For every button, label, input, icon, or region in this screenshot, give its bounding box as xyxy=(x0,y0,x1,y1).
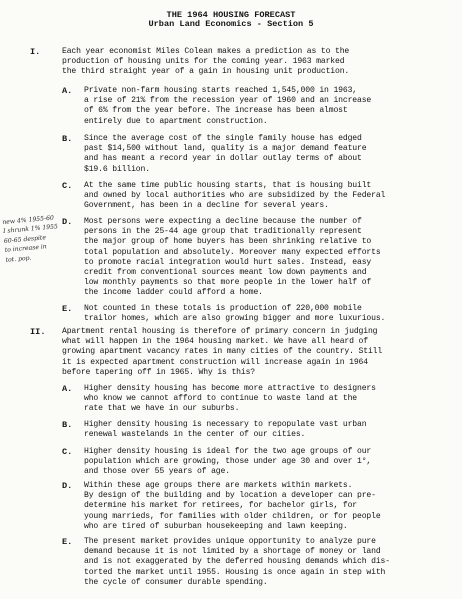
item-letter: E. xyxy=(62,304,73,314)
page-subtitle: Urban Land Economics - Section 5 xyxy=(148,19,314,29)
item-text: Higher density housing is ideal for the two age groups of our population which are growing, those under age 30 and over 1°, and those over 55 years of age. xyxy=(84,447,372,477)
item-letter: D. xyxy=(62,481,73,491)
section-intro: Each year economist Miles Colean makes a prediction as to the production of housing units for the coming year. 1963 marked the third straight year of a gain in housing unit production. xyxy=(62,47,350,77)
item-text: Private non-farm housing starts reached 1,545,000 in 1963, a rise of 21% from the recession year of 1960 and an increase of 6% from the year before. The increase has been almost entirely due to apartment construction. xyxy=(84,86,372,126)
item-text: The present market provides unique opportunity to analyze pure demand because it is not limited by a shortage of money or land and is not exaggerated by the deferred housing demands which dis- torted the market until 1955. Housing is once again in step with the cycle of consumer durable spending. xyxy=(84,537,390,587)
item-text: Since the average cost of the single family house has edged past $14,500 without land, quality is a major demand feature and has meant a record year in dollar outlay terms of about $19.6 billion. xyxy=(84,134,367,174)
item-text: Most persons were expecting a decline because the number of persons in the 25-44 age group that traditionally represent the major group of home buyers has been shrinking relative to total population and absolutely. Moreover many expected efforts to promote racial integration would hurt sales. Instead, easy credit from conventional sources meant low down payments and low monthly payments so that more people in the lower half of the income ladder could afford a home. xyxy=(84,217,381,298)
item-text: Within these age groups there are markets within markets. By design of the building and by location a developer can pre- determine his market for retirees, for bachelor girls, for young marrieds, for families with older children, or for people who are tired of suburban housekeeping and lawn keeping. xyxy=(84,481,381,531)
section-intro: Apartment rental housing is therefore of primary concern in judging what will happen in the 1964 housing market. We have all heard of growing apartment vacancy rates in many cities of the country. Still it is expected apartment construction will increase again in 1964 before tapering off in 1965. Why is this? xyxy=(62,327,383,377)
item-letter: D. xyxy=(62,217,73,227)
item-text: Higher density housing is necessary to repopulate vast urban renewal wastelands in the center of our cities. xyxy=(84,420,367,440)
item-letter: A. xyxy=(62,384,73,394)
item-letter: E. xyxy=(62,537,73,547)
item-text: Not counted in these totals is production of 220,000 mobile trailor homes, which are also growing bigger and more luxurious. xyxy=(84,304,386,324)
handwritten-margin-note: new 4% 1955-60 I shrunk 1% 1955 60-65 despite to increase in tot. pop. xyxy=(2,214,59,264)
item-letter: B. xyxy=(62,420,73,430)
item-text: At the same time public housing starts, that is housing built and owned by local authorities who are subsidized by the Federal Government, has been in a decline for several years. xyxy=(84,181,386,211)
item-letter: C. xyxy=(62,181,73,191)
item-letter: B. xyxy=(62,134,73,144)
item-letter: C. xyxy=(62,447,73,457)
page-title: THE 1964 HOUSING FORECAST xyxy=(166,10,296,20)
item-text: Higher density housing has become more attractive to designers who know we cannot afford to continue to waste land at the rate that we have in our suburbs. xyxy=(84,384,376,414)
item-letter: A. xyxy=(62,86,73,96)
section-number: II. xyxy=(30,327,46,337)
section-number: I. xyxy=(30,47,41,57)
